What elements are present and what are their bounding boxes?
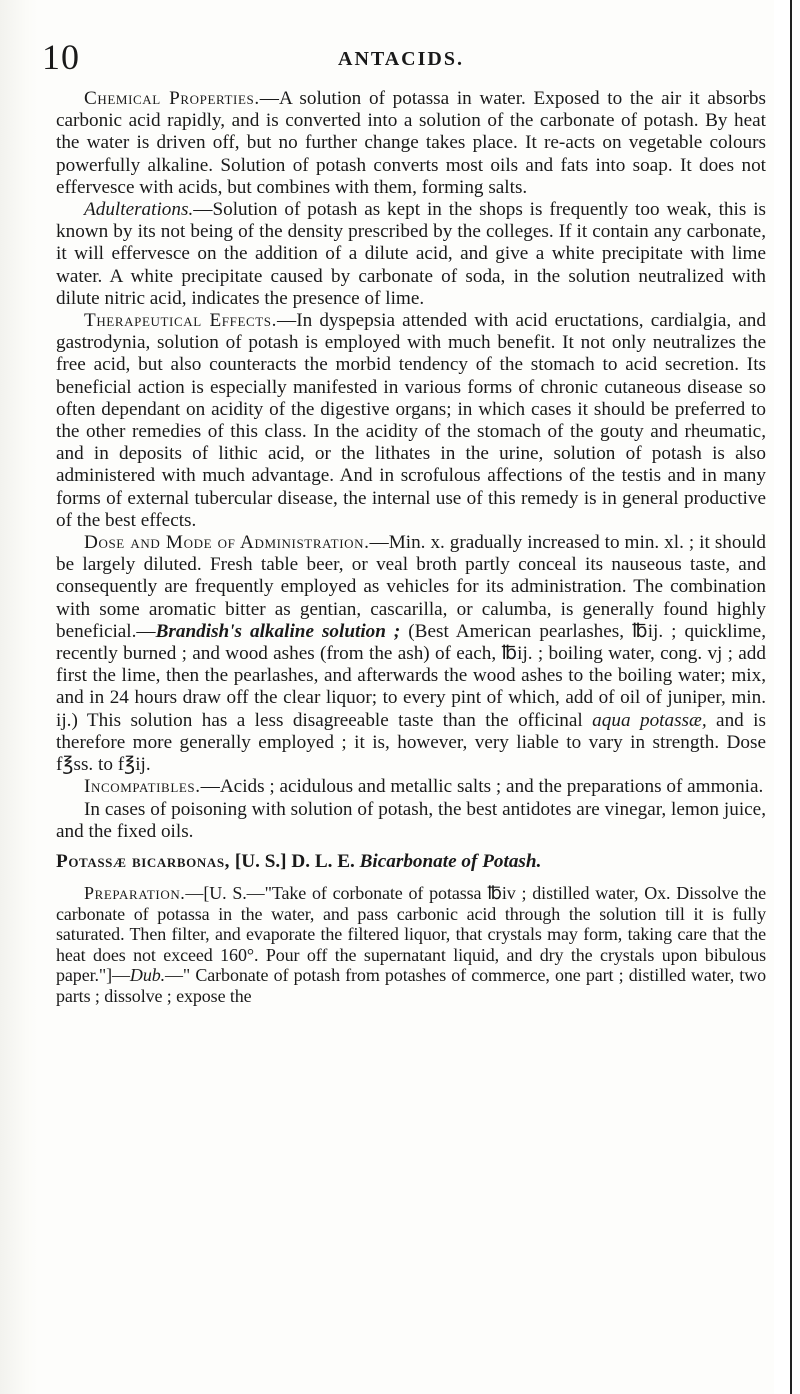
paragraph-preparation [56, 883, 766, 1007]
page-right-margin [774, 0, 800, 1394]
page-number: 10 [42, 37, 80, 77]
preparation-text-a: —[U. S.—"Take of corbonate of potassa ℔iv ; distilled water, Ox. Dissolve the carbonate of potassa in the water, and pass carbonic acid through the solution till it is fully saturated. Then filter, and evaporate the filtered liquor, that crystals may form, taking care that the heat does not exceed 160°. Pour off the supernatant liquid, and dry the crystals upon bibulous paper."]— [56, 883, 766, 986]
section-title-therapeutical-effects: Therapeutical Effects. [84, 310, 278, 332]
preparation-block [56, 883, 766, 1007]
running-head: ANTACIDS. [338, 48, 464, 70]
paragraph-dose [56, 532, 766, 776]
page-edge-line [790, 0, 792, 1394]
section-title-dose: Dose and Mode of Administration. [84, 532, 370, 554]
section-title-chemical-properties: Chemical Properties. [84, 88, 260, 109]
poisoning-text: In cases of poisoning with solution of potash, the best antidotes are vinegar, lemon juice, and the fixed oils. [56, 798, 766, 842]
bicarbonate-heading [56, 851, 766, 873]
dose-text-a: —Min. x. gradually increased to min. xl. ; it should be largely diluted. Fresh table beer, or veal broth partly conceal its nauseous taste, and consequently are frequently employed as vehicles for its administration. The combination with some aromatic bitter as gentian, cascarilla, or calumba, is generally found highly beneficial.— [56, 532, 766, 642]
preparation-text-b: —" Carbonate of potash from potashes of commerce, one part ; distilled water, two parts ; dissolve ; expose the [56, 965, 766, 1007]
chemical-properties-text: —A solution of potassa in water. Exposed to the air it absorbs carbonic acid rapidly, and is converted into a solution of the carbonate of potash. By heat the water is driven off, but no further change takes place. It re-acts on vegetable colours powerfully alkaline. Solution of potash converts most oils and fats into soap. It does not effervesce with acids, but combines with them, forming salts. [56, 88, 766, 198]
paragraph-poisoning [56, 799, 766, 843]
section-title-preparation: Preparation. [84, 883, 186, 904]
paragraph-incompatibles [56, 776, 766, 798]
section-title-adulterations: Adulterations. [84, 199, 194, 221]
aqua-potassae-term: aqua potassæ, [592, 709, 707, 731]
bicarbonate-latin-title: Potassæ bicarbonas, [56, 850, 231, 872]
dose-text-b: (Best American pearlashes, ℔ij. ; quicklime, recently burned ; and wood ashes (from the ash) of each, ℔ij. ; boiling water, cong. vj ; add first the lime, then the pearlashes, and afterwards the wood ashes to the boiling water; mix, and in 24 hours draw off the clear liquor; to every pint of which, add of oil of juniper, min. ij.) This solution has a less disagreeable taste than the officinal [56, 620, 766, 731]
paragraph-therapeutical-effects [56, 310, 766, 532]
page-gutter-shadow [0, 0, 38, 1394]
incompatibles-text: —Acids ; acidulous and metallic salts ; and the preparations of ammonia. [200, 776, 764, 798]
dublin-abbrev: Dub. [129, 965, 166, 986]
adulterations-text: —Solution of potash as kept in the shops is frequently too weak, this is known by its not being of the density prescribed by the colleges. If it contain any carbonate, it will effervesce on the addition of a dilute acid, and give a white precipitate with lime water. A white precipitate caused by carbonate of soda, in the solution neutralized with dilute nitric acid, indicates the presence of lime. [56, 199, 766, 309]
dose-text-c: and is therefore more generally employed ; it is, however, very liable to vary in strength. Dose f℥ss. to f℥ij. [56, 709, 766, 776]
paragraph-adulterations [56, 199, 766, 310]
section-title-incompatibles: Incompatibles. [84, 776, 201, 798]
bicarbonate-english-title: Bicarbonate of Potash. [359, 850, 542, 872]
page-body [56, 88, 766, 1007]
page-header [42, 36, 762, 78]
bicarbonate-pharmacopoeias: [U. S.] D. L. E. [230, 850, 360, 872]
paragraph-chemical-properties [56, 88, 766, 199]
therapeutical-effects-text: —In dyspepsia attended with acid eructations, cardialgia, and gastrodynia, solution of potash is employed with much benefit. It not only neutralizes the free acid, but also counteracts the morbid tendency of the stomach to acid secretion. Its beneficial action is especially manifested in various forms of chronic cutaneous disease so often dependant on acidity of the digestive organs; in which cases it should be preferred to the other remedies of this class. In the acidity of the stomach of the gouty and rheumatic, and in deposits of lithic acid, or the lithates in the urine, solution of potash is also administered with much advantage. And in scrofulous affections of the testis and in many forms of external tubercular disease, the internal use of this remedy is in general productive of the best effects. [56, 310, 766, 531]
brandish-solution-title: Brandish's alkaline solution ; [155, 620, 401, 642]
